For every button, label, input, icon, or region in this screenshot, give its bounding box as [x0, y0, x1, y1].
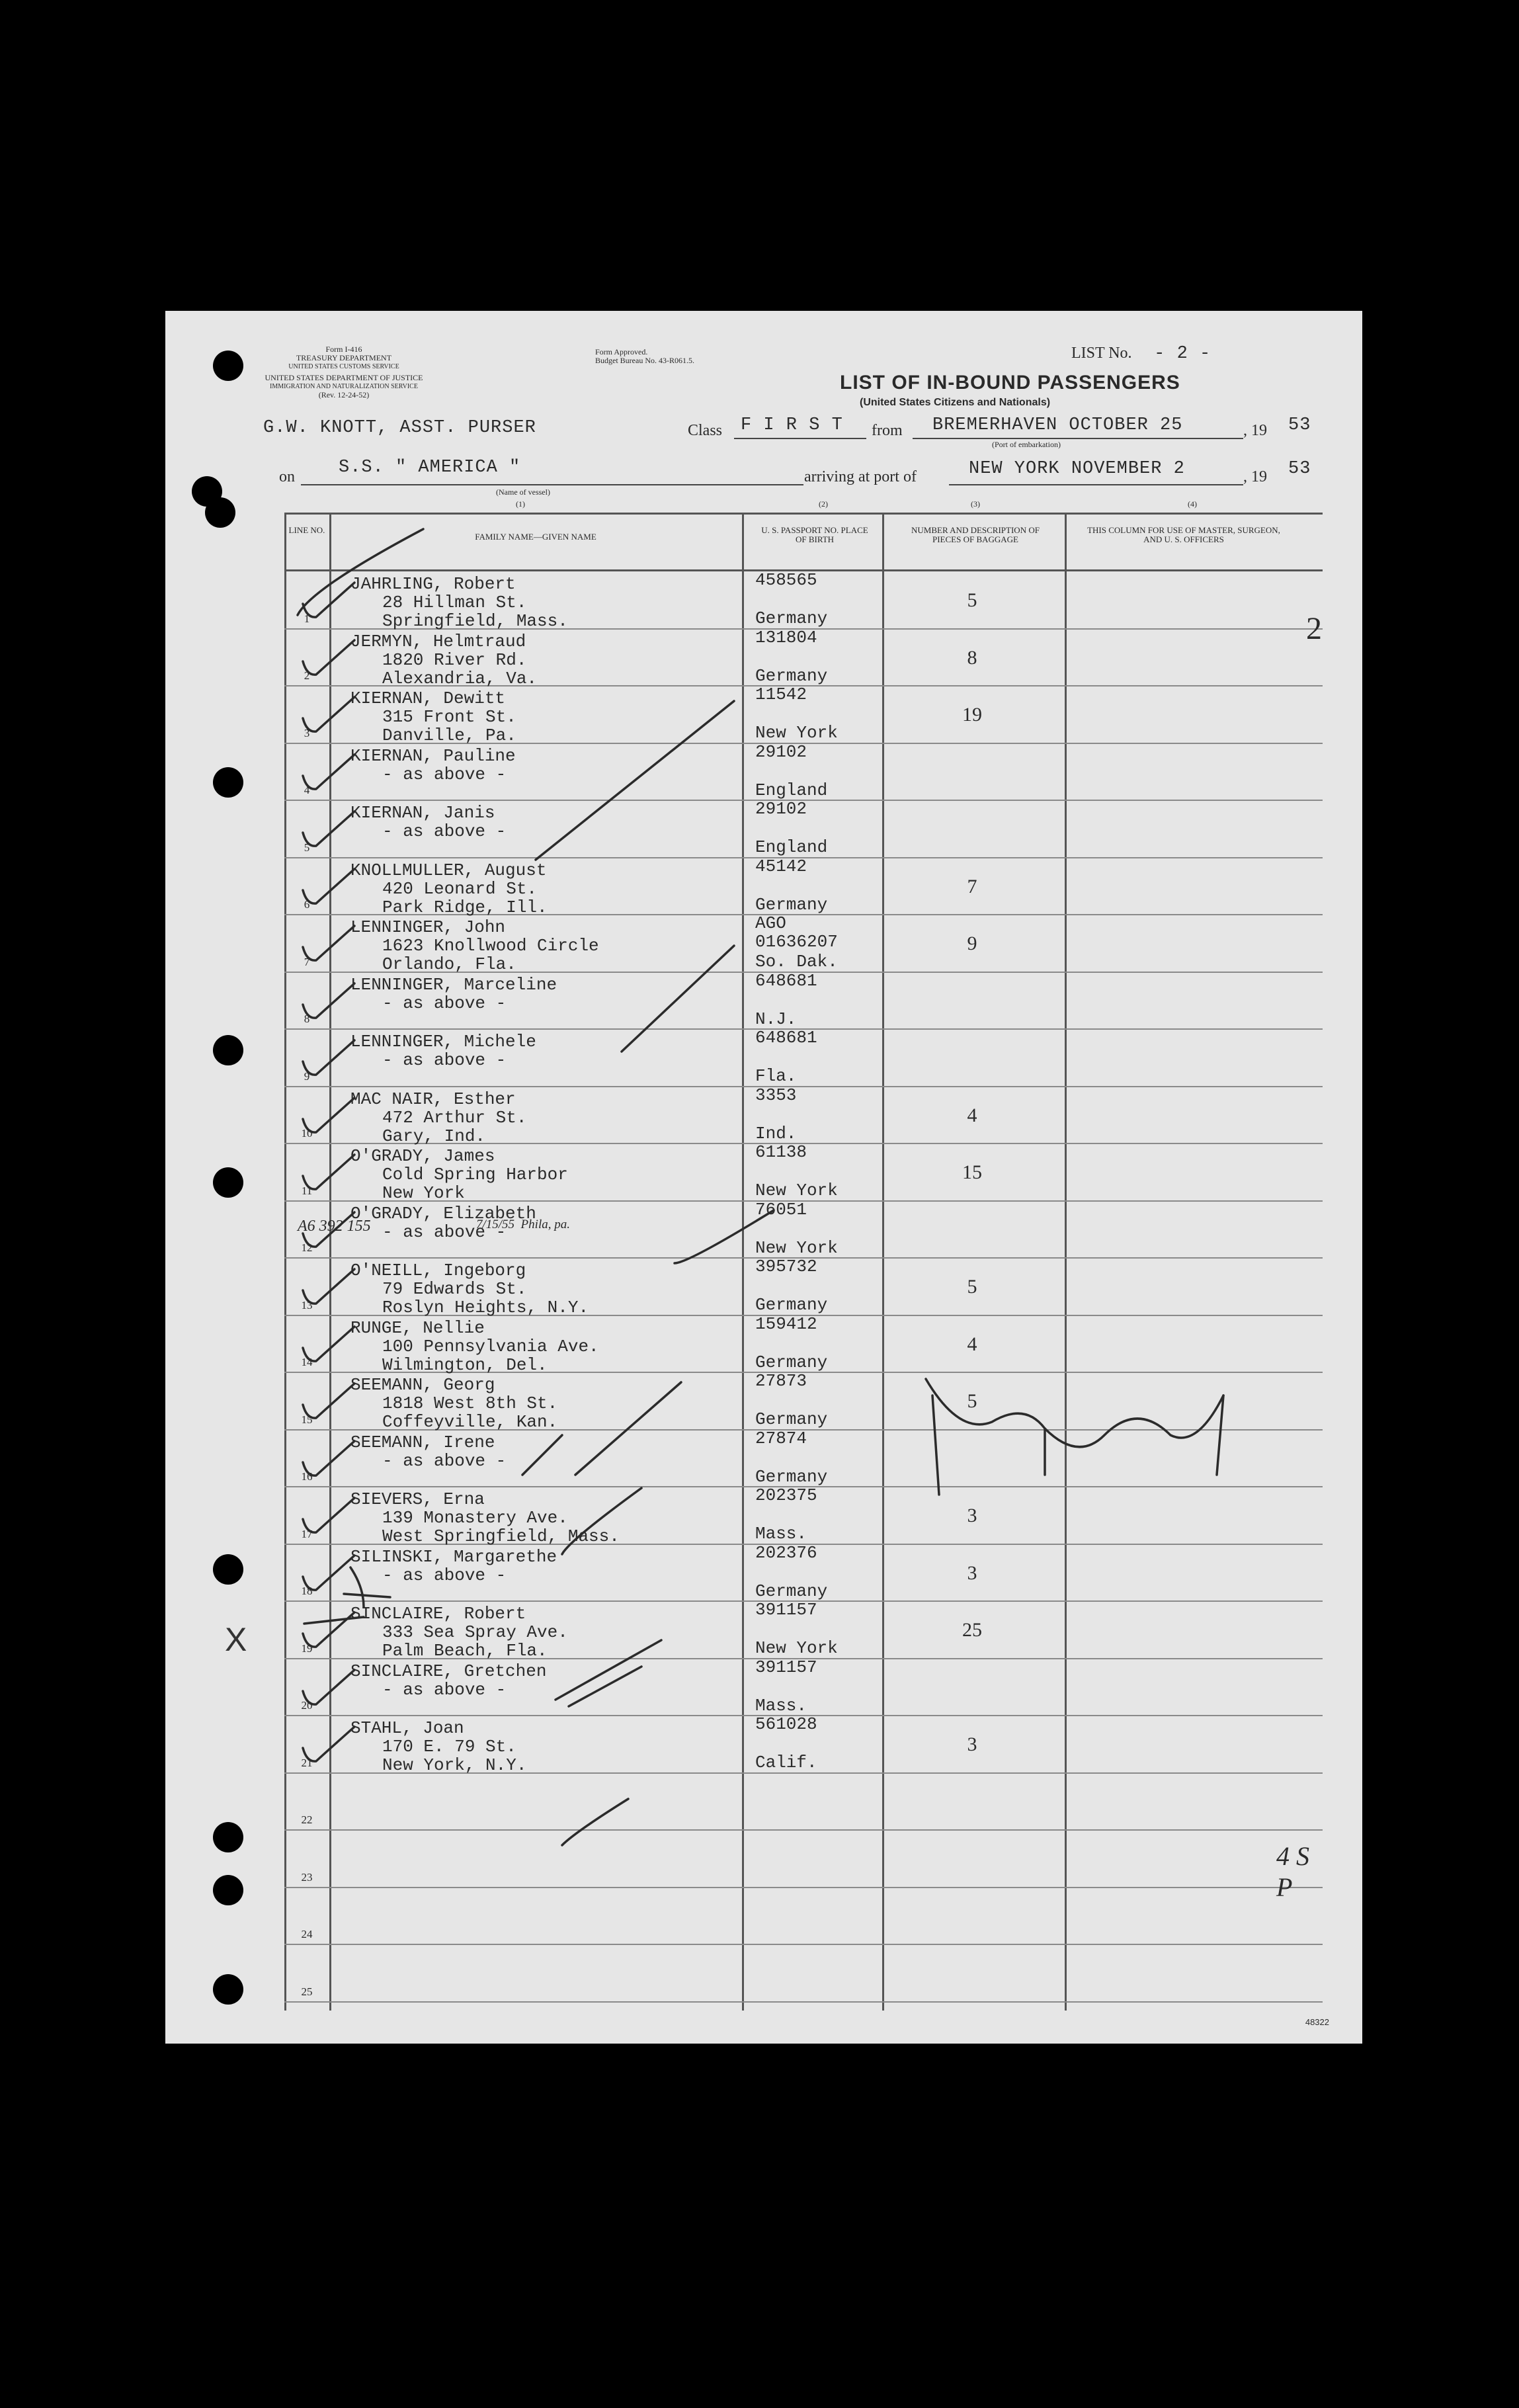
from-label: from	[872, 422, 903, 439]
binder-hole	[205, 497, 235, 528]
line-number: 3	[304, 726, 310, 739]
passport-number: 648681	[755, 1028, 817, 1048]
passport-number: 3353	[755, 1085, 797, 1105]
passport-number: 61138	[755, 1142, 807, 1162]
passenger-name: SEEMANN, Irene	[350, 1432, 495, 1452]
passenger-name: O'GRADY, Elizabeth	[350, 1203, 536, 1224]
col-num-3: (3)	[971, 499, 980, 509]
binder-hole	[213, 1167, 243, 1198]
passenger-address-line: 79 Edwards St.	[382, 1279, 527, 1299]
passenger-address-line: West Springfield, Mass.	[382, 1526, 620, 1546]
line-number: 20	[301, 1699, 313, 1712]
line-number: 17	[301, 1527, 313, 1540]
baggage-count: 5	[967, 1390, 977, 1412]
passport-number: 458565	[755, 570, 817, 590]
baggage-count: 3	[967, 1733, 977, 1755]
binder-hole	[213, 1822, 243, 1852]
passenger-name: JAHRLING, Robert	[350, 574, 516, 594]
header-baggage: NUMBER AND DESCRIPTION OF PIECES OF BAGGAGE	[911, 525, 1040, 544]
treasury-dept: TREASURY DEPARTMENT	[296, 353, 392, 362]
line-number: 14	[301, 1356, 313, 1368]
list-number-label: LIST No.	[1071, 345, 1132, 362]
passport-number: 391157	[755, 1600, 817, 1620]
arrival-value: NEW YORK NOVEMBER 2	[969, 459, 1185, 479]
passenger-name: KNOLLMULLER, August	[350, 860, 547, 880]
place-of-birth: New York	[755, 1638, 838, 1658]
passenger-address-line: 1623 Knollwood Circle	[382, 936, 599, 956]
line-number: 24	[301, 1928, 313, 1940]
place-of-birth: Germany	[755, 1352, 828, 1372]
passenger-name: JERMYN, Helmtraud	[350, 631, 526, 651]
passenger-address-line: Gary, Ind.	[382, 1126, 486, 1146]
passport-number: 395732	[755, 1257, 817, 1276]
passenger-address-line: New York, N.Y.	[382, 1755, 527, 1775]
revision: (Rev. 12-24-52)	[318, 390, 370, 399]
place-of-birth: So. Dak.	[755, 952, 838, 972]
passport-number: 131804	[755, 627, 817, 647]
place-of-birth: Calif.	[755, 1753, 817, 1772]
master-name: G.W. KNOTT, ASST. PURSER	[263, 418, 536, 438]
place-of-birth: New York	[755, 723, 838, 743]
place-of-birth: Fla.	[755, 1066, 797, 1086]
baggage-count: 25	[962, 1619, 982, 1641]
passport-number: 202376	[755, 1542, 817, 1563]
passenger-address-line: - as above -	[382, 1679, 507, 1700]
passport-number: 76051	[755, 1199, 807, 1220]
passenger-name: SILINSKI, Margarethe	[350, 1546, 557, 1567]
line-number: 8	[304, 1013, 310, 1025]
passenger-address-line: 28 Hillman St.	[382, 593, 527, 612]
baggage-count: 3	[967, 1505, 977, 1526]
place-of-birth: Germany	[755, 1581, 828, 1601]
passenger-address-line: Park Ridge, Ill.	[382, 897, 548, 917]
col-num-1: (1)	[516, 499, 525, 509]
passenger-name: SINCLAIRE, Robert	[350, 1604, 526, 1624]
passenger-address-line: Wilmington, Del.	[382, 1354, 548, 1375]
header-officers: THIS COLUMN FOR USE OF MASTER, SURGEON, AND U. S. OFFICERS	[1087, 525, 1280, 544]
place-of-birth: Mass.	[755, 1524, 807, 1544]
port-embark-caption: (Port of embarkation)	[992, 440, 1061, 449]
line-number: 16	[301, 1470, 313, 1483]
passenger-address-line: - as above -	[382, 1450, 507, 1471]
passenger-address-line: Danville, Pa.	[382, 726, 516, 745]
passenger-name: SIEVERS, Erna	[350, 1489, 485, 1509]
place-of-birth: Mass.	[755, 1695, 807, 1716]
header-line-no: LINE NO.	[288, 525, 325, 535]
col-num-2: (2)	[819, 499, 828, 509]
justice-dept: UNITED STATES DEPARTMENT OF JUSTICE	[265, 373, 423, 382]
baggage-count: 5	[967, 589, 977, 611]
passport-number: 11542	[755, 685, 807, 704]
passenger-address-line: Orlando, Fla.	[382, 954, 516, 974]
officer-mark: 2	[1306, 611, 1322, 646]
year2-prefix: , 19	[1243, 468, 1267, 485]
passport-number: 45142	[755, 856, 807, 876]
line-number: 25	[301, 1985, 313, 1998]
line-number: 15	[301, 1413, 313, 1426]
page-title: LIST OF IN-BOUND PASSENGERS	[840, 372, 1180, 394]
passenger-address-line: New York	[382, 1183, 465, 1203]
passenger-address-line: Springfield, Mass.	[382, 611, 568, 631]
budget-bureau: Budget Bureau No. 43-R061.5.	[595, 356, 694, 365]
passenger-address-line: Cold Spring Harbor	[382, 1165, 568, 1184]
vessel-name: S.S. " AMERICA "	[339, 458, 521, 477]
baggage-count: 4	[967, 1104, 977, 1126]
line-number: 23	[301, 1870, 313, 1884]
form-stock-number: 48322	[1305, 2017, 1329, 2027]
line-number: 6	[304, 898, 310, 911]
passenger-name: KIERNAN, Pauline	[350, 745, 516, 766]
page-subtitle: (United States Citizens and Nationals)	[860, 397, 1051, 408]
place-of-birth: Germany	[755, 665, 828, 686]
class-value: F I R S T	[741, 415, 843, 435]
baggage-count: 15	[962, 1161, 982, 1183]
place-of-birth: Germany	[755, 1409, 828, 1429]
ins-service: IMMIGRATION AND NATURALIZATION SERVICE	[270, 383, 418, 390]
passport-number: 159412	[755, 1313, 817, 1334]
line-number: 9	[304, 1069, 310, 1083]
passport-number: 27873	[755, 1371, 807, 1391]
passenger-name: SEEMANN, Georg	[350, 1375, 495, 1395]
passenger-address-line: 472 Arthur St.	[382, 1107, 527, 1128]
customs-service: UNITED STATES CUSTOMS SERVICE	[288, 363, 399, 370]
place-of-birth: England	[755, 780, 828, 800]
line-number: 11	[301, 1184, 313, 1197]
passenger-name: O'GRADY, James	[350, 1146, 495, 1166]
passenger-address-line: - as above -	[382, 993, 507, 1013]
line-number: 10	[301, 1127, 313, 1140]
embark-value: BREMERHAVEN OCTOBER 25	[932, 415, 1183, 435]
line-number: 21	[301, 1756, 313, 1769]
line-number: 22	[301, 1813, 313, 1826]
class-label: Class	[688, 422, 723, 439]
passenger-address-line: 139 Monastery Ave.	[382, 1508, 568, 1528]
passenger-address-line: - as above -	[382, 821, 507, 841]
binder-hole	[213, 767, 243, 798]
passport-number: 561028	[755, 1714, 817, 1734]
passenger-address-line: 1820 River Rd.	[382, 649, 527, 670]
passport-number: 27874	[755, 1428, 807, 1448]
passenger-name: KIERNAN, Dewitt	[350, 688, 506, 708]
line-number: 12	[301, 1241, 313, 1254]
vessel-caption: (Name of vessel)	[496, 487, 550, 497]
place-of-birth: Germany	[755, 1295, 828, 1315]
passenger-address-line: 420 Leonard St.	[382, 878, 538, 899]
passenger-address-line: - as above -	[382, 1222, 507, 1242]
passenger-address-line: Palm Beach, Fla.	[382, 1641, 548, 1661]
passenger-address-line: 170 E. 79 St.	[382, 1737, 516, 1757]
passenger-name: SINCLAIRE, Gretchen	[350, 1661, 547, 1681]
margin-x-mark: X	[225, 1621, 247, 1658]
binder-hole	[213, 351, 243, 381]
binder-hole	[213, 1554, 243, 1585]
baggage-count: 9	[967, 933, 977, 954]
passenger-name: MAC NAIR, Esther	[350, 1089, 516, 1109]
list-number-value: - 2 -	[1154, 344, 1211, 364]
line-number: 5	[304, 841, 310, 854]
on-label: on	[279, 468, 295, 485]
passenger-address-line: - as above -	[382, 1050, 507, 1070]
place-of-birth: Germany	[755, 608, 828, 628]
baggage-count: 3	[967, 1561, 977, 1584]
passenger-address-line: Alexandria, Va.	[382, 668, 538, 688]
baggage-count: 7	[967, 875, 977, 897]
passenger-address-line: 100 Pennsylvania Ave.	[382, 1336, 599, 1356]
passenger-name: LENNINGER, John	[350, 917, 506, 937]
row5-note: A6 392 155	[298, 1218, 371, 1235]
row5-date: 7/15/55 Phila, pa.	[476, 1218, 570, 1231]
signature-note: 4 S P	[1276, 1841, 1309, 1902]
place-of-birth: Ind.	[755, 1123, 797, 1143]
binder-hole	[213, 1035, 243, 1065]
passenger-address-line: - as above -	[382, 1565, 507, 1585]
baggage-count: 8	[967, 646, 977, 669]
col-num-4: (4)	[1188, 499, 1197, 509]
passenger-address-line: 333 Sea Spray Ave.	[382, 1622, 568, 1642]
header-name: FAMILY NAME—GIVEN NAME	[475, 532, 596, 542]
arriving-label: arriving at port of	[804, 468, 917, 485]
passenger-address-line: Coffeyville, Kan.	[382, 1412, 558, 1432]
line-number: 1	[304, 612, 310, 625]
binder-hole	[213, 1875, 243, 1905]
line-number: 4	[304, 784, 310, 796]
passenger-address-line: 315 Front St.	[382, 707, 516, 727]
place-of-birth: Germany	[755, 1466, 828, 1487]
line-number: 18	[301, 1585, 313, 1597]
line-number: 19	[301, 1641, 313, 1655]
manifest-sheet	[165, 311, 1362, 2044]
passport-number: 202375	[755, 1485, 817, 1505]
form-number: Form I-416	[325, 345, 362, 354]
passenger-name: RUNGE, Nellie	[350, 1317, 485, 1338]
place-of-birth: Germany	[755, 894, 828, 915]
passenger-address-line: 1818 West 8th St.	[382, 1393, 558, 1413]
place-of-birth: New York	[755, 1181, 838, 1200]
baggage-count: 4	[967, 1333, 977, 1355]
passport-number: 29102	[755, 799, 807, 819]
passenger-name: O'NEILL, Ingeborg	[350, 1261, 526, 1280]
place-of-birth: England	[755, 837, 828, 857]
line-number: 13	[301, 1298, 313, 1311]
line-number: 7	[304, 955, 310, 968]
passenger-name: STAHL, Joan	[350, 1718, 464, 1738]
passenger-name: LENNINGER, Marceline	[350, 974, 557, 995]
baggage-count: 5	[967, 1276, 977, 1298]
place-of-birth: New York	[755, 1237, 838, 1258]
year1-prefix: , 19	[1243, 422, 1267, 439]
passport-number: 648681	[755, 970, 817, 991]
passenger-name: KIERNAN, Janis	[350, 803, 495, 823]
header-passport: U. S. PASSPORT NO. PLACE OF BIRTH	[761, 525, 868, 544]
passport-number: 391157	[755, 1657, 817, 1677]
handwriting-overlay	[165, 311, 1362, 2044]
year1-value: 53	[1288, 415, 1311, 435]
passenger-address-line: - as above -	[382, 764, 507, 784]
place-of-birth: N.J.	[755, 1009, 797, 1029]
line-number: 2	[304, 669, 310, 682]
passport-number: AGO 01636207	[755, 913, 838, 952]
form-approved: Form Approved.	[595, 347, 648, 356]
baggage-count: 19	[962, 704, 982, 726]
passenger-address-line: Roslyn Heights, N.Y.	[382, 1298, 589, 1317]
passport-number: 29102	[755, 741, 807, 762]
binder-hole	[213, 1974, 243, 2005]
year2-value: 53	[1288, 459, 1311, 479]
passenger-name: LENNINGER, Michele	[350, 1032, 536, 1052]
